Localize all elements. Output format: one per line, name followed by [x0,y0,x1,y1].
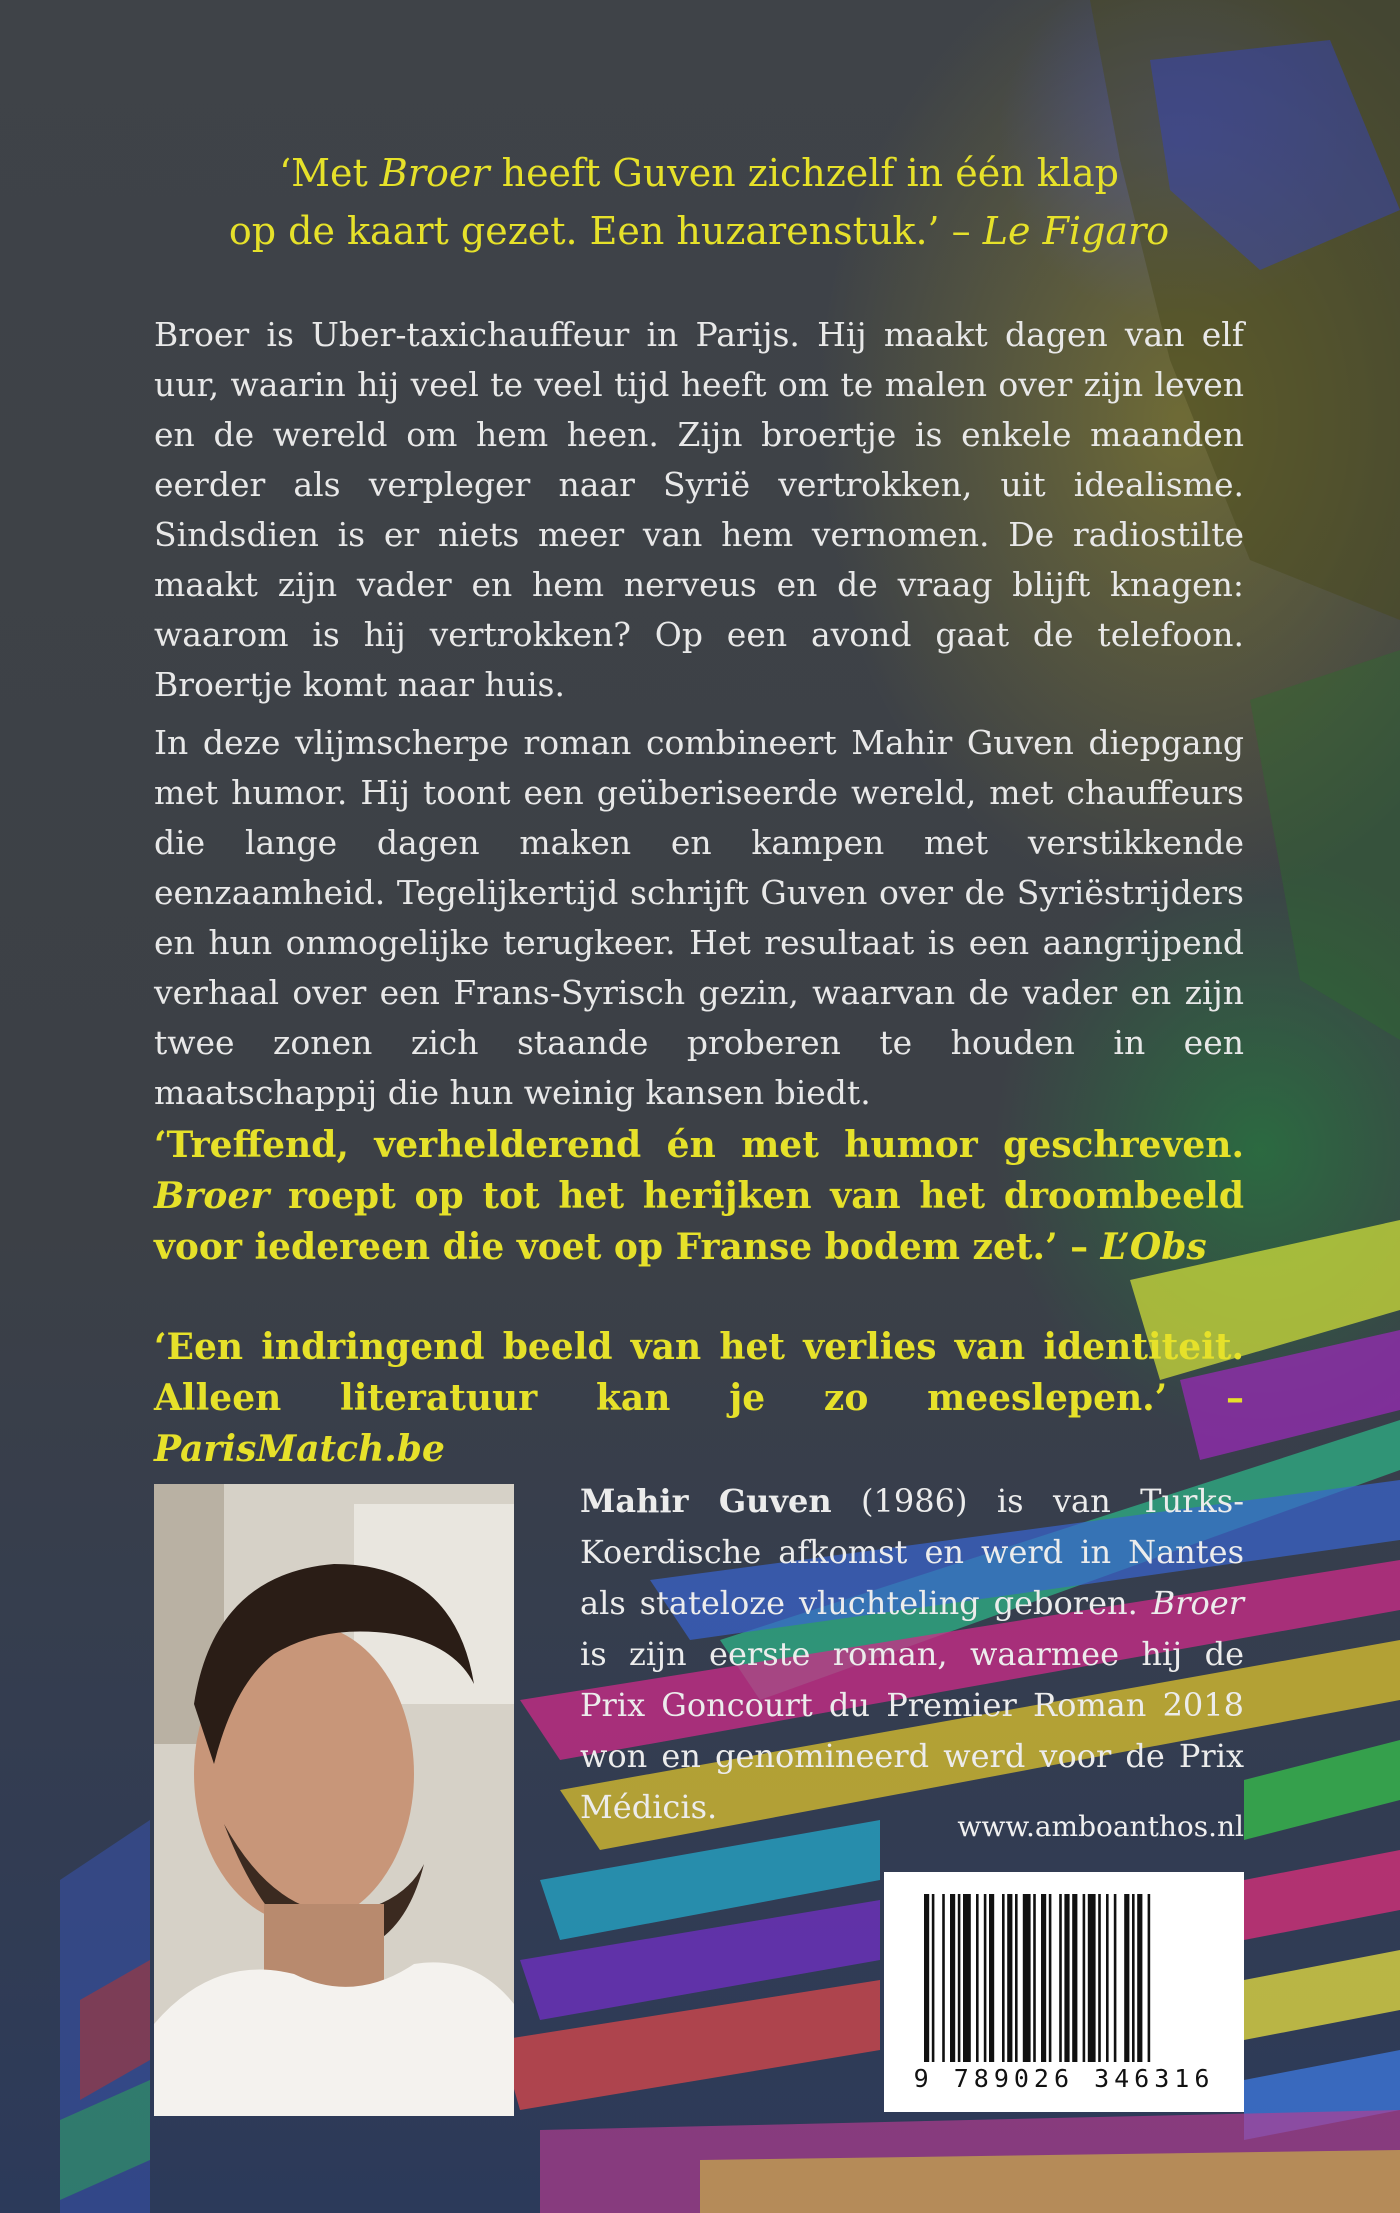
barcode-bar [1033,1894,1036,2062]
quote-line1-post: heeft Guven zichzelf in één klap [489,151,1119,195]
quote-line1-title: Broer [379,151,490,195]
author-name: Mahir Guven [580,1482,832,1520]
isbn-number: 9 789026 346316 [913,2064,1215,2093]
barcode-bars [884,1872,1244,2072]
quote2-title: Broer [154,1175,270,1217]
barcode-bar [932,1894,935,2062]
review-quote-parismatch [154,1322,1244,1475]
author-photo [154,1484,514,2116]
quote2-source: L’Obs [1100,1226,1207,1268]
quote2-pre: ‘Treffend, verhelderend én met humor geschreven. [154,1124,1244,1166]
barcode-bar [1007,1894,1012,2062]
barcode-bar [1132,1894,1135,2062]
barcode-bar [942,1894,945,2062]
barcode-bar [1098,1894,1101,2062]
quote3-source: ParisMatch.be [154,1428,445,1470]
barcode-bar [1041,1894,1046,2062]
quote2-post: roept op tot het herijken van het droombeeld voor iedereen die voet op Franse bodem zet.’ – [154,1175,1244,1268]
barcode-bar [989,1894,994,2062]
quote3-text: ‘Een indringend beeld van het verlies van identiteit. Alleen literatuur kan je zo meeslepen.’ – [154,1326,1244,1419]
barcode-bar [1148,1894,1151,2062]
barcode-bar [1106,1894,1109,2062]
barcode-bar [924,1894,929,2062]
barcode-bar [1002,1894,1005,2062]
synopsis-paragraph-1: Broer is Uber-taxichauffeur in Parijs. Hij maakt dagen van elf uur, waarin hij veel te veel tijd heeft om te malen over zijn leven en de wereld om hem heen. Zijn broertje is enkele maanden eerder als verpleger naar Syrië vertrokken, uit idealisme. Sindsdien is er niets meer van hem vernomen. De radiostilte maakt zijn vader en hem nerveus en de vraag blijft knagen: waarom is hij vertrokken? Op een avond gaat de telefoon. Broertje komt naar huis. [154,315,1244,704]
review-quote-lobs [154,1120,1244,1273]
barcode-bar [1083,1894,1086,2062]
quote-source: Le Figaro [982,209,1170,253]
barcode-bar [1015,1894,1018,2062]
publisher-website: www.amboanthos.nl [957,1810,1244,1843]
barcode-bar [1059,1894,1062,2062]
barcode-bar [1088,1894,1096,2062]
bio-part1: (1986) is van Turks-Koerdische afkomst en werd in Nantes als stateloze vluchteling geboren. [580,1482,1245,1622]
bio-title: Broer [1151,1584,1244,1622]
barcode-bar [958,1894,961,2062]
synopsis-paragraph-2: In deze vlijmscherpe roman combineert Mahir Guven diepgang met humor. Hij toont een geüberiseerde wereld, met chauffeurs die lange dagen maken en kampen met verstikkende eenzaamheid. Tegelijkertijd schrijft Guven over de Syriëstrijders en hun onmogelijke terugkeer. Het resultaat is een aangrijpend verhaal over een Frans-Syrisch gezin, waarvan de vader en zijn twee zonen zich staande proberen te houden in een maatschappij die hun weinig kansen biedt. [154,723,1244,1112]
barcode-bar [984,1894,987,2062]
author-bio [580,1476,1244,1833]
bio-part2: is zijn eerste roman, waarmee hij de Prix Goncourt du Premier Roman 2018 won en genomineerd werd voor de Prix Médicis. [580,1635,1244,1826]
barcode-bar [963,1894,971,2062]
headline-quote [154,144,1244,260]
quote-line2: op de kaart gezet. Een huzarenstuk.’ – [228,209,983,253]
barcode-bar [950,1894,955,2062]
barcode-bar [1064,1894,1069,2062]
barcode-bar [1124,1894,1129,2062]
barcode-bar [1114,1894,1117,2062]
barcode-bar [1137,1894,1142,2062]
barcode [884,1872,1244,2112]
barcode-bar [1023,1894,1031,2062]
barcode-bar [1049,1894,1052,2062]
quote-line1-pre: ‘Met [279,151,380,195]
barcode-bar [976,1894,979,2062]
barcode-bar [1072,1894,1077,2062]
